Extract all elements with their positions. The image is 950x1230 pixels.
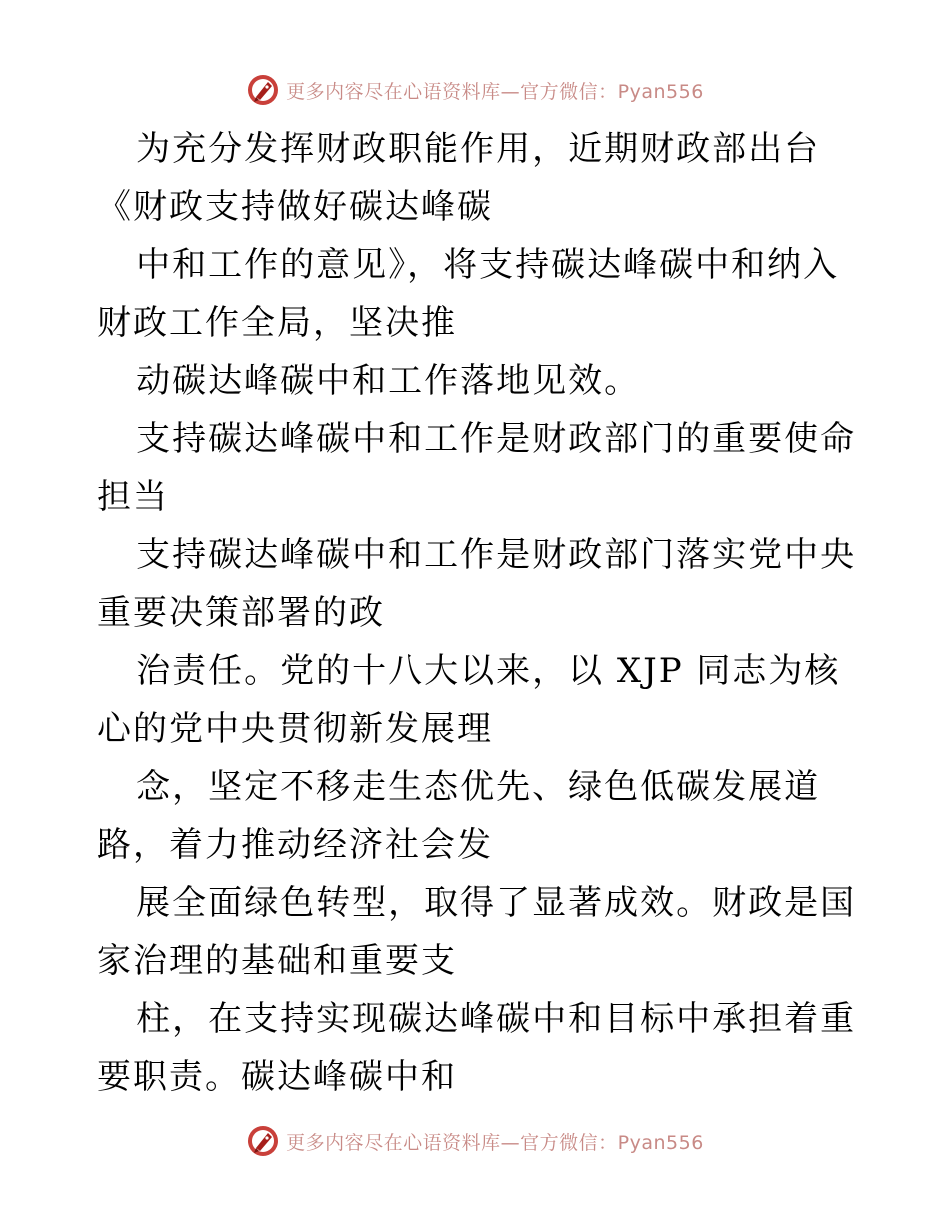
paragraph: 支持碳达峰碳中和工作是财政部门落实党中央重要决策部署的政 [97,535,857,633]
watermark-text: 更多内容尽在心语资料库—官方微信：Pyan556 [286,1131,704,1154]
footer-watermark [0,1121,950,1161]
pen-nib-icon [246,1124,280,1158]
paragraph: 动碳达峰碳中和工作落地见效。 [136,361,641,401]
paragraph: 念，坚定不移走生态优先、绿色低碳发展道路，着力推动经济社会发 [97,767,821,865]
paragraph: 柱，在支持实现碳达峰碳中和目标中承担着重要职责。碳达峰碳中和 [97,999,857,1097]
pen-nib-icon [246,73,280,107]
section-heading: 支持碳达峰碳中和工作是财政部门的重要使命担当 [97,419,857,517]
paragraph: 中和工作的意见》，将支持碳达峰碳中和纳入财政工作全局，坚决推 [97,245,840,343]
document-body [97,120,857,1106]
paragraph: 为充分发挥财政职能作用，近期财政部出台《财政支持做好碳达峰碳 [97,129,821,227]
paragraph: 展全面绿色转型，取得了显著成效。财政是国家治理的基础和重要支 [97,883,857,981]
header-watermark [0,70,950,110]
watermark-text: 更多内容尽在心语资料库—官方微信：Pyan556 [286,80,704,103]
paragraph: 治责任。党的十八大以来，以 XJP 同志为核心的党中央贯彻新发展理 [97,651,841,749]
